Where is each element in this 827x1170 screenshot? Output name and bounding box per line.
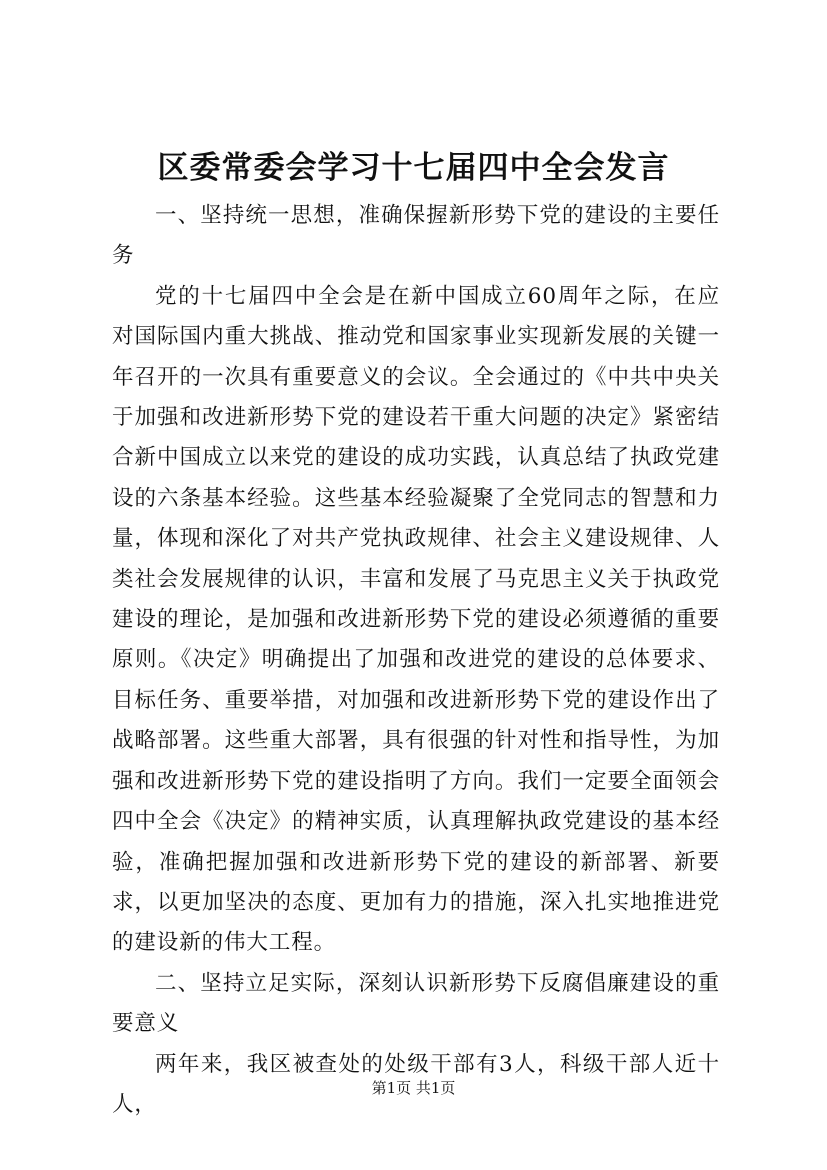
body-paragraph: 党的十七届四中全会是在新中国成立60周年之际，在应对国际国内重大挑战、推动党和国家事业实现新发展的关键一年召开的一次具有重要意义的会议。全会通过的《中共中央关于加强和改进新形势下党的建设若干重大问题的决定》紧密结合新中国成立以来党的建设的成功实践，认真总结了执政党建设的六条基本经验。这些基本经验凝聚了全党同志的智慧和力量，体现和深化了对共产党执政规律、社会主义建设规律、人类社会发展规律的认识，丰富和发展了马克思主义关于执政党建设的理论，是加强和改进新形势下党的建设必须遵循的重要原则。《决定》明确提出了加强和改进党的建设的总体要求、目标任务、重要举措，对加强和改进新形势下党的建设作出了战略部署。这些重大部署，具有很强的针对性和指导性，为加强和改进新形势下党的建设指明了方向。我们一定要全面领会四中全会《决定》的精神实质，认真理解执政党建设的基本经验，准确把握加强和改进新形势下党的建设的新部署、新要求，以更加坚决的态度、更加有力的措施，深入扎实地推进党的建设新的伟大工程。 [112, 283, 720, 956]
section-heading-1: 一、坚持统一思想，准确保握新形势下党的建设的主要任务 [112, 203, 720, 269]
page-footer: 第1页 共1页 [371, 1079, 456, 1097]
section-heading-2: 二、坚持立足实际，深刻认识新形势下反腐倡廉建设的重要意义 [112, 970, 720, 1037]
document-title: 区委常委会学习十七届四中全会发言 [157, 150, 670, 186]
body-paragraph: 两年来，我区被查处的处级干部有3人，科级干部人近十人， [112, 1051, 720, 1117]
document-body [112, 196, 720, 1125]
